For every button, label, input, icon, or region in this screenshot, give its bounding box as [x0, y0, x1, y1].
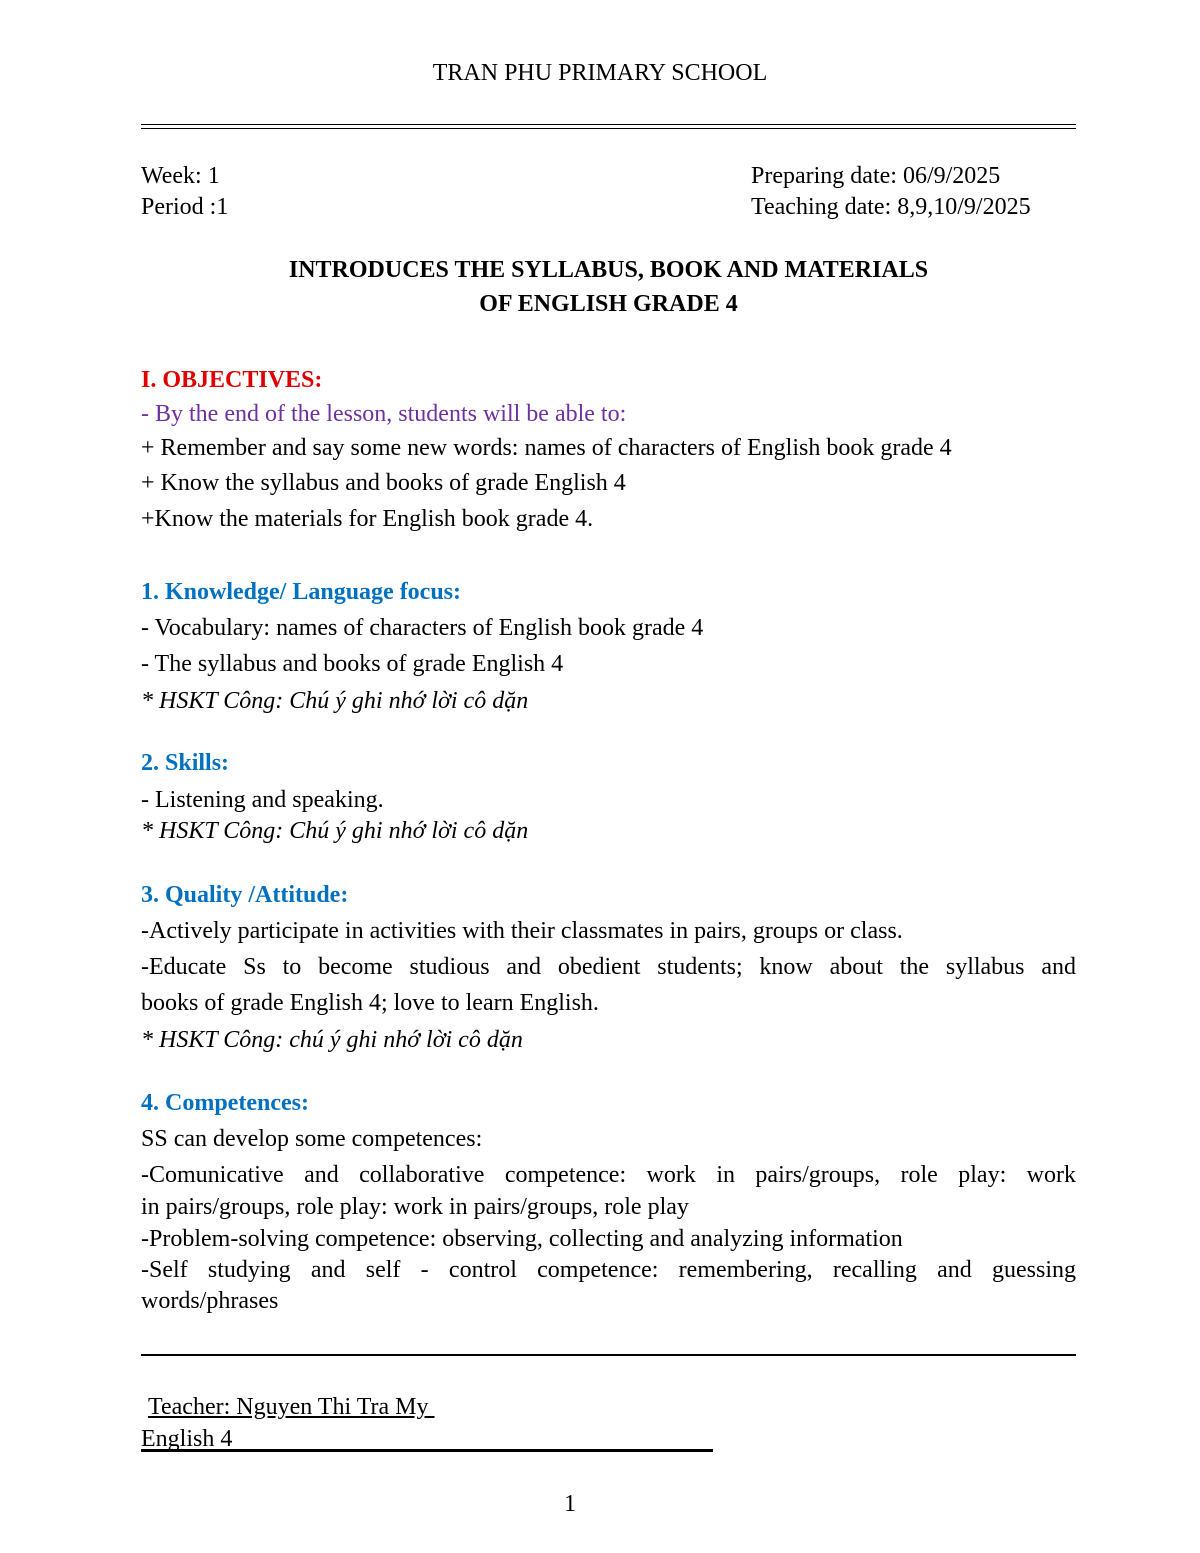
- document-title-line-1: INTRODUCES THE SYLLABUS, BOOK AND MATERIALS: [288, 257, 929, 283]
- competence-item-1-line-2: in pairs/groups, role play: work in pairs/groups, role play: [141, 1194, 689, 1220]
- competences-intro: SS can develop some competences:: [141, 1126, 483, 1152]
- teaching-date: Teaching date: 8,9,10/9/2025: [751, 194, 1031, 220]
- competence-item-3-line-1: -Self studying and self - control competence: remembering, recalling and guessing: [141, 1257, 1076, 1283]
- competences-heading: 4. Competences:: [141, 1090, 309, 1116]
- document-title-line-2: OF ENGLISH GRADE 4: [479, 291, 738, 317]
- competence-item-3-line-2: words/phrases: [141, 1288, 279, 1314]
- skills-note: * HSKT Công: Chú ý ghi nhớ lời cô dặn: [141, 818, 529, 844]
- page-number: 1: [564, 1491, 576, 1517]
- teacher-name: Teacher: Nguyen Thi Tra My: [148, 1394, 435, 1420]
- preparing-date: Preparing date: 06/9/2025: [751, 163, 1001, 189]
- competence-item-2: -Problem-solving competence: observing, collecting and analyzing information: [141, 1226, 903, 1252]
- knowledge-item: - The syllabus and books of grade English 4: [141, 651, 564, 677]
- period-label: Period :1: [141, 194, 229, 220]
- quality-heading: 3. Quality /Attitude:: [141, 882, 349, 908]
- objective-item: +Know the materials for English book grade 4.: [141, 506, 594, 532]
- school-header: TRAN PHU PRIMARY SCHOOL: [432, 60, 768, 86]
- skills-heading: 2. Skills:: [141, 750, 230, 776]
- knowledge-heading: 1. Knowledge/ Language focus:: [141, 579, 462, 605]
- competence-item-1-line-1: -Comunicative and collaborative competence: work in pairs/groups, role play: work: [141, 1162, 1076, 1188]
- footer-rule: [141, 1354, 1076, 1356]
- quality-item-2-line-2: books of grade English 4; love to learn English.: [141, 990, 599, 1016]
- knowledge-note: * HSKT Công: Chú ý ghi nhớ lời cô dặn: [141, 688, 529, 714]
- subject-label: English 4: [141, 1426, 233, 1452]
- subject-underline: [141, 1449, 713, 1452]
- objective-item: + Remember and say some new words: names of characters of English book grade 4: [141, 435, 952, 461]
- quality-item-2-line-1: -Educate Ss to become studious and obedient students; know about the syllabus and: [141, 954, 1076, 980]
- quality-note: * HSKT Công: chú ý ghi nhớ lời cô dặn: [141, 1027, 523, 1053]
- knowledge-item: - Vocabulary: names of characters of English book grade 4: [141, 615, 704, 641]
- objectives-intro: - By the end of the lesson, students will be able to:: [141, 401, 627, 427]
- quality-item-1: -Actively participate in activities with their classmates in pairs, groups or class.: [141, 918, 903, 944]
- week-label: Week: 1: [141, 163, 220, 189]
- objective-item: + Know the syllabus and books of grade English 4: [141, 470, 626, 496]
- objectives-heading: I. OBJECTIVES:: [141, 367, 323, 393]
- skills-item: - Listening and speaking.: [141, 787, 384, 813]
- header-double-rule: [141, 124, 1076, 129]
